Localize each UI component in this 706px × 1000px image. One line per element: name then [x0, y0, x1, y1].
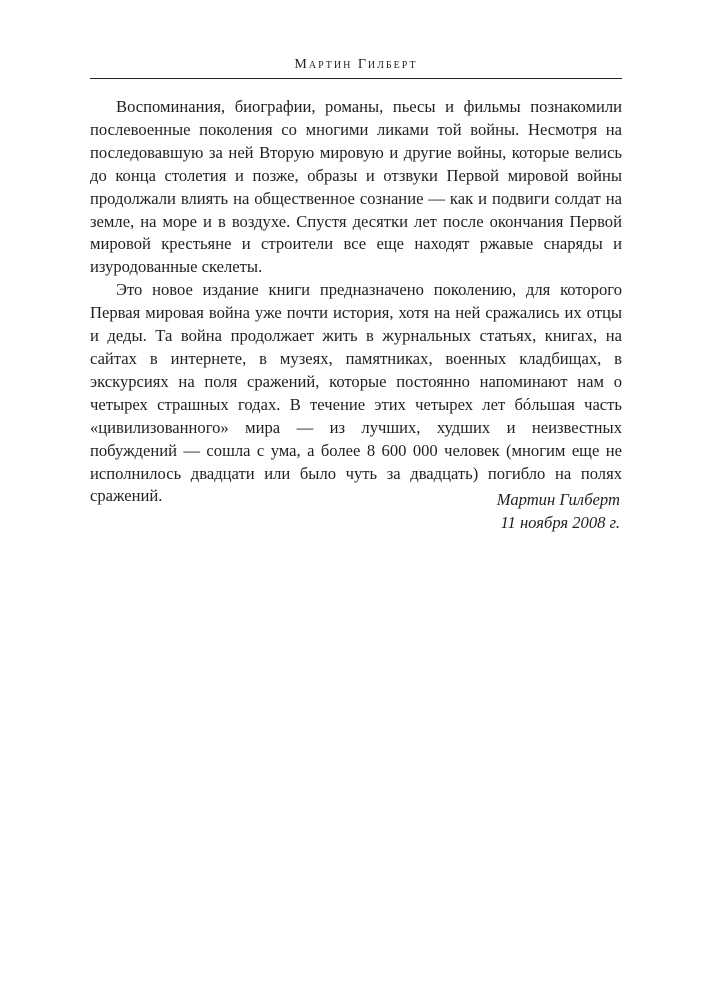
running-head-title: Мартин Гилберт — [294, 57, 418, 72]
paragraph-2: Это новое издание книги предназначено поколению, для которого Первая мировая война уже почти история, хотя на ней сражались их отцы и деды. Та война продолжает жить в журнальных статьях, книгах, на сайтах в интернете, в музеях, памятниках, военных кладбищах, в экскурсиях на поля сражений, которые постоянно напоминают нам о четырех страшных годах. В течение этих четырех лет бóльшая часть «цивилизованного» мира — из лучших, худших и неизвестных побуждений — сошла с ума, а более 8 600 000 человек (многим еще не исполнилось двадцати или было чуть за двадцать) погибло на полях сражений. — [90, 280, 622, 506]
paragraph-1: Воспоминания, биографии, романы, пьесы и фильмы познакомили послевоенные поколения со многими ликами той войны. Несмотря на последовавшую за ней Вторую мировую и другие войны, которые велись до конца столетия и позже, образы и отзвуки Первой мировой войны продолжали влиять на общественное сознание — как и подвиги солдат на земле, на море и в воздухе. Спустя десятки лет после окончания Первой мировой крестьяне и строители все еще находят ржавые снаряды и изуродованные скелеты. — [90, 97, 622, 277]
signature-block — [90, 488, 620, 534]
body-text — [90, 96, 622, 508]
signature-date: 11 ноября 2008 г. — [500, 513, 620, 532]
header-rule — [90, 78, 622, 79]
signature-author: Мартин Гилберт — [496, 490, 620, 509]
